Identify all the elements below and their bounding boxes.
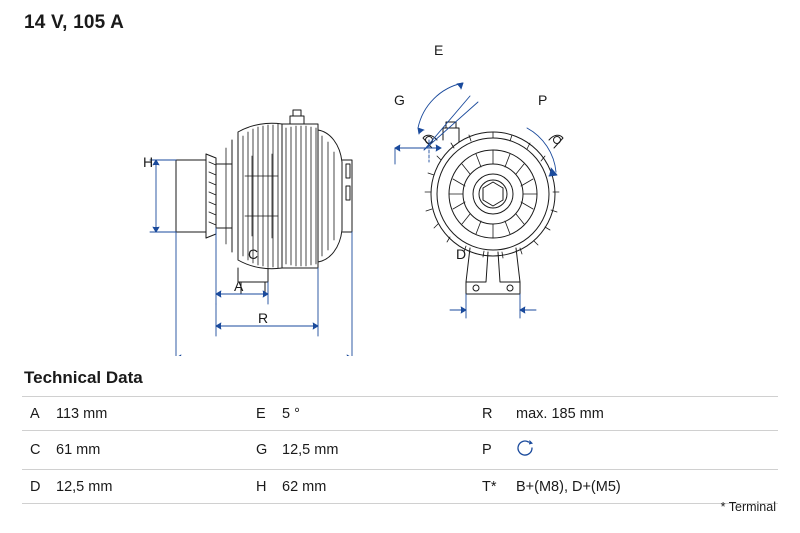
- row-key-R: R: [474, 397, 508, 431]
- row-value-G: 12,5 mm: [274, 431, 474, 470]
- dimension-G: [395, 140, 441, 164]
- table-row: [22, 431, 778, 470]
- row-value-H: 62 mm: [274, 470, 474, 504]
- row-value-P: [508, 431, 778, 470]
- row-key-H: H: [248, 470, 274, 504]
- row-key-C: C: [22, 431, 48, 470]
- side-view-group: [150, 110, 352, 356]
- label-G: G: [394, 92, 405, 108]
- row-value-A: 113 mm: [48, 397, 248, 431]
- row-value-T: B+(M8), D+(M5): [508, 470, 778, 504]
- label-D: D: [456, 246, 467, 262]
- table-row: [22, 470, 778, 504]
- dimension-D: [450, 294, 536, 318]
- row-value-D: 12,5 mm: [48, 470, 248, 504]
- end-view-group: [395, 83, 563, 318]
- label-C: C: [248, 246, 259, 262]
- row-key-E: E: [248, 397, 274, 431]
- table-footnote: * Terminal: [720, 500, 776, 514]
- page-title: 14 V, 105 A: [24, 12, 125, 33]
- table-row: [22, 397, 778, 431]
- row-value-C: 61 mm: [48, 431, 248, 470]
- row-key-A: A: [22, 397, 48, 431]
- row-key-T: T*: [474, 470, 508, 504]
- label-A: A: [234, 278, 244, 294]
- alternator-technical-drawing: [0, 36, 800, 356]
- rotation-direction-icon: [516, 439, 536, 461]
- row-key-G: G: [248, 431, 274, 470]
- label-E: E: [434, 42, 444, 58]
- technical-data-table: [22, 396, 778, 504]
- section-title-technical-data: Technical Data: [24, 368, 143, 387]
- dimension-E: [418, 83, 478, 150]
- row-value-E: 5 °: [274, 397, 474, 431]
- row-value-R: max. 185 mm: [508, 397, 778, 431]
- row-key-P: P: [474, 431, 508, 470]
- dimension-H: [150, 160, 176, 232]
- drawing-svg: [0, 36, 800, 356]
- label-H: H: [143, 154, 154, 170]
- dimension-P-rotation: [527, 128, 557, 176]
- label-R: R: [258, 310, 269, 326]
- label-P: P: [538, 92, 548, 108]
- row-key-D: D: [22, 470, 48, 504]
